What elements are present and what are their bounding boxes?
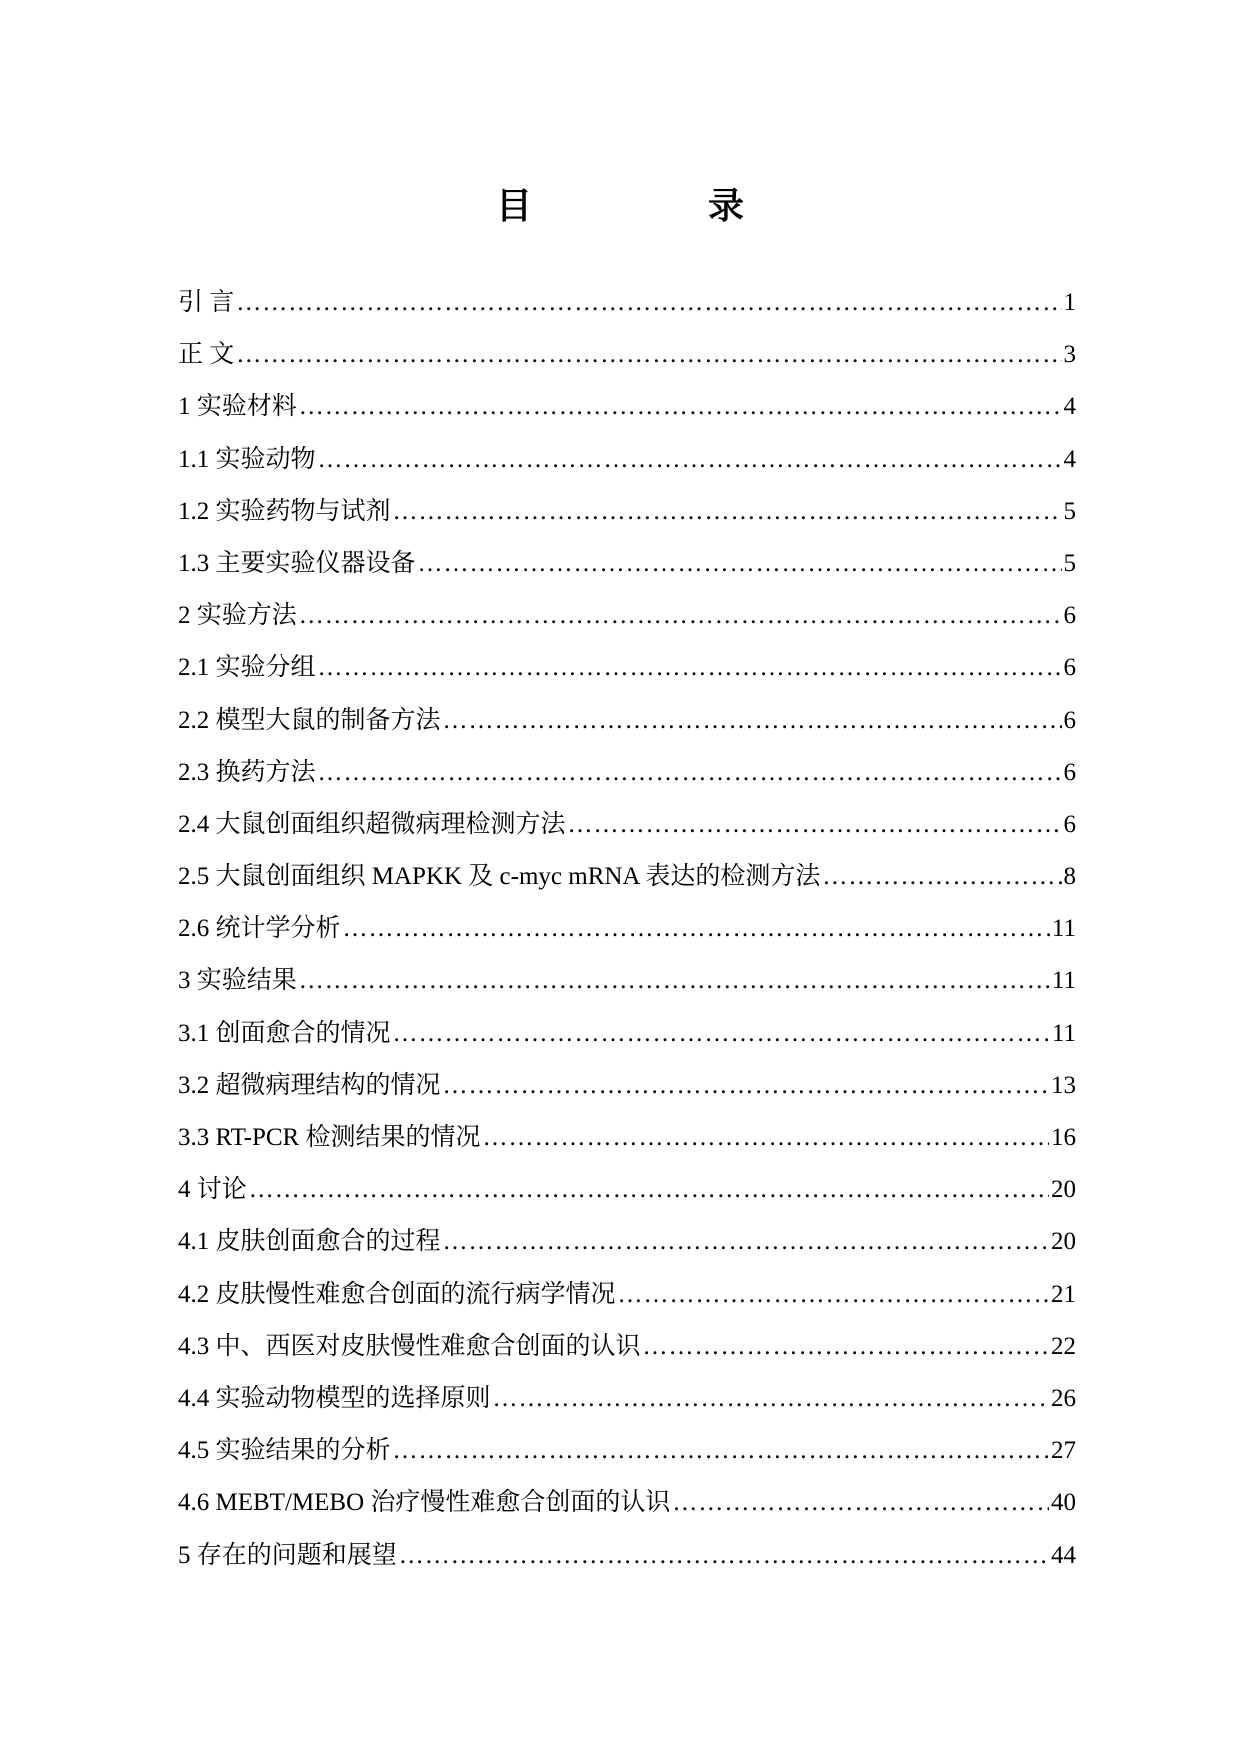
- toc-entry[interactable]: [178, 1436, 1076, 1488]
- toc-leader-dots: [318, 758, 1062, 788]
- toc-entry-label: 1.3 主要实验仪器设备: [178, 549, 416, 577]
- toc-entry-label: 2.1 实验分组: [178, 654, 316, 682]
- toc-leader-dots: [318, 653, 1062, 683]
- toc-entry-label: 1 实验材料: [178, 393, 297, 421]
- toc-entry[interactable]: [178, 288, 1076, 340]
- toc-entry-label: 1.2 实验药物与试剂: [178, 497, 391, 525]
- toc-entry-label: 4.2 皮肤慢性难愈合创面的流行病学情况: [178, 1280, 616, 1308]
- toc-leader-dots: [399, 1541, 1049, 1571]
- toc-leader-dots: [568, 810, 1062, 840]
- toc-entry[interactable]: [178, 758, 1076, 810]
- toc-entry-label: 1.1 实验动物: [178, 445, 316, 473]
- toc-entry-page-number: 16: [1051, 1124, 1076, 1151]
- toc-entry-page-number: 8: [1063, 863, 1076, 891]
- toc-entry-label: 2.6 统计学分析: [178, 915, 341, 943]
- toc-entry-page-number: 26: [1051, 1384, 1076, 1412]
- toc-entry[interactable]: [178, 392, 1076, 444]
- toc-leader-dots: [618, 1280, 1049, 1310]
- table-of-contents: [178, 288, 1076, 1593]
- toc-entry[interactable]: [178, 549, 1076, 601]
- toc-entry[interactable]: [178, 862, 1076, 914]
- toc-entry-page-number: 11: [1051, 967, 1076, 995]
- toc-entry[interactable]: [178, 706, 1076, 758]
- toc-entry-label: 4.5 实验结果的分析: [178, 1437, 391, 1465]
- toc-leader-dots: [393, 1436, 1049, 1466]
- toc-entry-page-number: 6: [1063, 758, 1076, 786]
- toc-leader-dots: [418, 549, 1062, 579]
- toc-entry-label: 2.2 模型大鼠的制备方法: [178, 706, 441, 734]
- toc-leader-dots: [672, 1488, 1049, 1518]
- toc-leader-dots: [482, 1123, 1049, 1153]
- toc-entry-label: 2.3 换药方法: [178, 758, 316, 786]
- toc-leader-dots: [343, 914, 1050, 944]
- toc-entry-page-number: 6: [1063, 706, 1076, 734]
- toc-leader-dots: [318, 445, 1062, 475]
- toc-leader-dots: [299, 966, 1050, 996]
- toc-entry[interactable]: [178, 497, 1076, 549]
- toc-entry[interactable]: [178, 1227, 1076, 1279]
- toc-entry-label: 3.1 创面愈合的情况: [178, 1019, 391, 1047]
- toc-entry-label: 2 实验方法: [178, 602, 297, 630]
- toc-entry-page-number: 4: [1063, 445, 1076, 473]
- toc-entry[interactable]: [178, 1123, 1076, 1175]
- toc-entry-label: 2.4 大鼠创面组织超微病理检测方法: [178, 810, 566, 838]
- toc-leader-dots: [299, 601, 1062, 631]
- toc-entry-page-number: 3: [1063, 341, 1076, 369]
- toc-entry[interactable]: [178, 1488, 1076, 1540]
- toc-entry-page-number: 22: [1051, 1332, 1076, 1360]
- toc-entry-label: 2.5 大鼠创面组织 MAPKK 及 c-myc mRNA 表达的检测方法: [178, 863, 821, 891]
- toc-entry[interactable]: [178, 1332, 1076, 1384]
- toc-entry[interactable]: [178, 1384, 1076, 1436]
- toc-leader-dots: [822, 862, 1061, 892]
- toc-entry[interactable]: [178, 1071, 1076, 1123]
- toc-leader-dots: [299, 392, 1062, 422]
- toc-entry-page-number: 20: [1051, 1228, 1076, 1256]
- toc-entry-label: 4.1 皮肤创面愈合的过程: [178, 1228, 441, 1256]
- toc-entry[interactable]: [178, 1280, 1076, 1332]
- toc-leader-dots: [643, 1332, 1049, 1362]
- toc-entry-page-number: 6: [1063, 810, 1076, 838]
- toc-entry-label: 4.4 实验动物模型的选择原则: [178, 1384, 491, 1412]
- toc-entry-label: 4 讨论: [178, 1176, 247, 1204]
- toc-leader-dots: [236, 340, 1061, 370]
- toc-leader-dots: [393, 497, 1062, 527]
- toc-entry-label: 3.2 超微病理结构的情况: [178, 1071, 441, 1099]
- toc-entry-page-number: 1: [1063, 289, 1076, 316]
- toc-entry-label: 4.6 MEBT/MEBO 治疗慢性难愈合创面的认识: [178, 1489, 671, 1517]
- toc-entry[interactable]: [178, 340, 1076, 392]
- toc-entry-page-number: 11: [1051, 915, 1076, 943]
- toc-leader-dots: [249, 1175, 1049, 1205]
- toc-entry-label: 4.3 中、西医对皮肤慢性难愈合创面的认识: [178, 1332, 641, 1360]
- toc-entry[interactable]: [178, 966, 1076, 1018]
- toc-entry-page-number: 6: [1063, 602, 1076, 630]
- toc-entry-page-number: 4: [1063, 393, 1076, 421]
- toc-entry-page-number: 6: [1063, 654, 1076, 682]
- toc-entry-page-number: 11: [1051, 1019, 1076, 1047]
- toc-entry[interactable]: [178, 1541, 1076, 1593]
- toc-entry-label: 正 文: [178, 341, 235, 369]
- toc-leader-dots: [443, 706, 1062, 736]
- toc-entry-label: 3 实验结果: [178, 967, 297, 995]
- toc-entry-page-number: 27: [1051, 1437, 1076, 1465]
- toc-entry[interactable]: [178, 653, 1076, 705]
- page-title: 目 录: [495, 186, 814, 227]
- toc-entry[interactable]: [178, 601, 1076, 653]
- toc-entry-page-number: 5: [1063, 497, 1076, 525]
- toc-leader-dots: [493, 1384, 1049, 1414]
- toc-leader-dots: [443, 1227, 1049, 1257]
- toc-entry-label: 3.3 RT-PCR 检测结果的情况: [178, 1124, 481, 1151]
- toc-entry-label: 引 言: [178, 289, 235, 316]
- toc-leader-dots: [443, 1071, 1049, 1101]
- toc-entry[interactable]: [178, 1175, 1076, 1227]
- toc-entry[interactable]: [178, 445, 1076, 497]
- toc-entry-label: 5 存在的问题和展望: [178, 1541, 397, 1569]
- toc-entry-page-number: 40: [1051, 1489, 1076, 1517]
- toc-entry-page-number: 13: [1051, 1071, 1076, 1099]
- toc-entry-page-number: 21: [1051, 1280, 1076, 1308]
- toc-entry-page-number: 20: [1051, 1176, 1076, 1204]
- toc-leader-dots: [393, 1019, 1050, 1049]
- toc-entry[interactable]: [178, 1019, 1076, 1071]
- toc-leader-dots: [236, 288, 1061, 318]
- toc-entry-page-number: 44: [1051, 1541, 1076, 1569]
- toc-entry[interactable]: [178, 810, 1076, 862]
- toc-entry[interactable]: [178, 914, 1076, 966]
- toc-entry-page-number: 5: [1063, 549, 1076, 577]
